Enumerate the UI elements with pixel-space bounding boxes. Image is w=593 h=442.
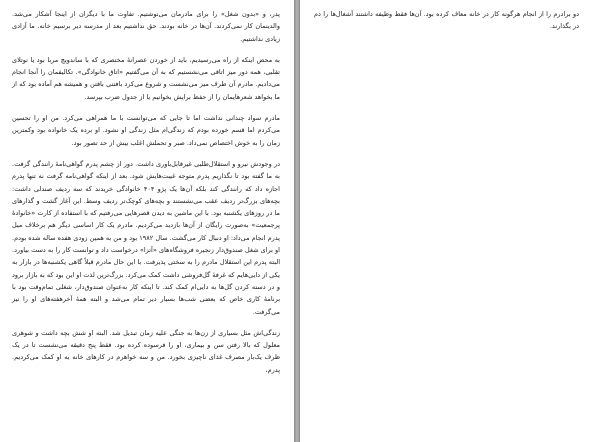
right-page bbox=[300, 0, 593, 442]
paragraph: زندگی‌اش مثل بسیاری از زن‌ها به جنگی علیه زمان تبدیل شد. البته او شش بچه داشت و شوهری معلول که بالا رفتن سن و بیماری، او را فرسوده کرده بود. فقط پنج دقیقه می‌نشست تا در یک ظرف یک‌بار مصرف غذای ناچیزی بخورد. من و سه خواهرم در کارهای خانه به او کمک می‌کردیم. پدرم، bbox=[12, 328, 280, 374]
paragraph: پدر، و «بدون شغل» را برای مادرمان می‌نوشتیم. تفاوت ما با دیگران از اینجا آشکار می‌شد. والدینمان کار نمی‌کردند. آن‌ها در خانه بودند. حق نداشتیم بعد از مدرسه دیر برسیم خانه. ما آزادی زیادی نداشتیم. bbox=[12, 10, 280, 43]
left-page bbox=[0, 0, 294, 442]
paragraph: مادرم سواد چندانی نداشت اما تا جایی که می‌توانست با ما همراهی می‌کرد. من او را تحسین می‌کردم اما قسم خورده بودم که زندگی‌ام مثل زندگی او نشود. او برده یک خانواده بود وکمترین زمان را به خوش اختصاص نمی‌داد. صبر و تحملش اغلب بیش از حد تصور بود. bbox=[12, 114, 280, 147]
paragraph: دو برادرم را از انجام هرگونه کار در خانه معاف کرده بود. آن‌ها فقط وظیفه داشتند آشغال‌ها را دم در بگذارند. bbox=[314, 10, 579, 31]
paragraph: در وجودش نیرو و استقلال‌طلبی غیرقابل‌باوری داشت. دور از چشم پدرم گواهی‌نامهٔ رانندگی گرفت. به ما گفته بود تا نگذاریم پدرم متوجه غیبت‌هایش شود. بعد از اینکه گواهی‌نامه گرفت نه تنها پدرم اجازه داد که رانندگی کند بلکه آن‌ها یک پژو ۴۰۴ خانوادگی خریدند که سه ردیف صندلی داشت: بچه‌های بزرگ‌تر ردیف عقب می‌نشستند و بچه‌های کوچک‌تر ردیف وسط. این آغاز گشت و گذارهای ما در روزهای یکشنبه بود. با این ماشین به دیدن قصرهایی می‌رفتیم که با استفاده از کارت «خانوادهٔ پرجمعیت» به‌صورت رایگان از آن‌ها بازدید می‌کردیم. مادرم یک کار اساسی دیگر هم برخلاف میل پدرم انجام می‌داد: او دنبال کار می‌گشت. سال ۱۹۸۲ بود و من به همین زودی هفده ساله شده بودم. او برای شغل صندوق‌دار زنجیره فروشگاه‌های «آتزا» درخواست داد و توانست کار را به دست بیاورد. البته پدرم این استقلال مادرم را به سختی پذیرفت. با این حال مادرم قبلاً گاهی یکشنبه‌ها در بازار به یکی از دایی‌هایم که غرفهٔ گل‌فروشی داشت کمک می‌کرد. بزرگ‌ترین لذت او این بود که به بازار برود و در دسته کردن گل‌ها به دایی‌ام کمک کند. تا اینکه کار به‌عنوان صندوق‌دار، شغلی تمام‌وقت بود با برنامهٔ کاری خاص که بعضی شب‌ها بسیار دیر تمام می‌شد و البته همهٔ آخرهفته‌های او را نیز می‌گرفت. bbox=[12, 159, 280, 316]
paragraph: به محض اینکه از راه می‌رسیدیم، باید از خوردن عصرانهٔ مختصری که با ساندویچ مربا بود یا نوتلای تقلبی، همه دور میز اتاقی می‌نشستیم که به آن می‌گفتیم «اتاق خانوادگی». تکالیفمان را آنجا انجام می‌دادیم. مادرم آن طرف میز می‌نشست و شروع می‌کرد بافتنی بافتن و همیشه هم آماده بود که از ما بخواهد شعرهایمان را از حفظ برایش بخوانیم یا از جدول ضرب بپرسد. bbox=[12, 55, 280, 101]
